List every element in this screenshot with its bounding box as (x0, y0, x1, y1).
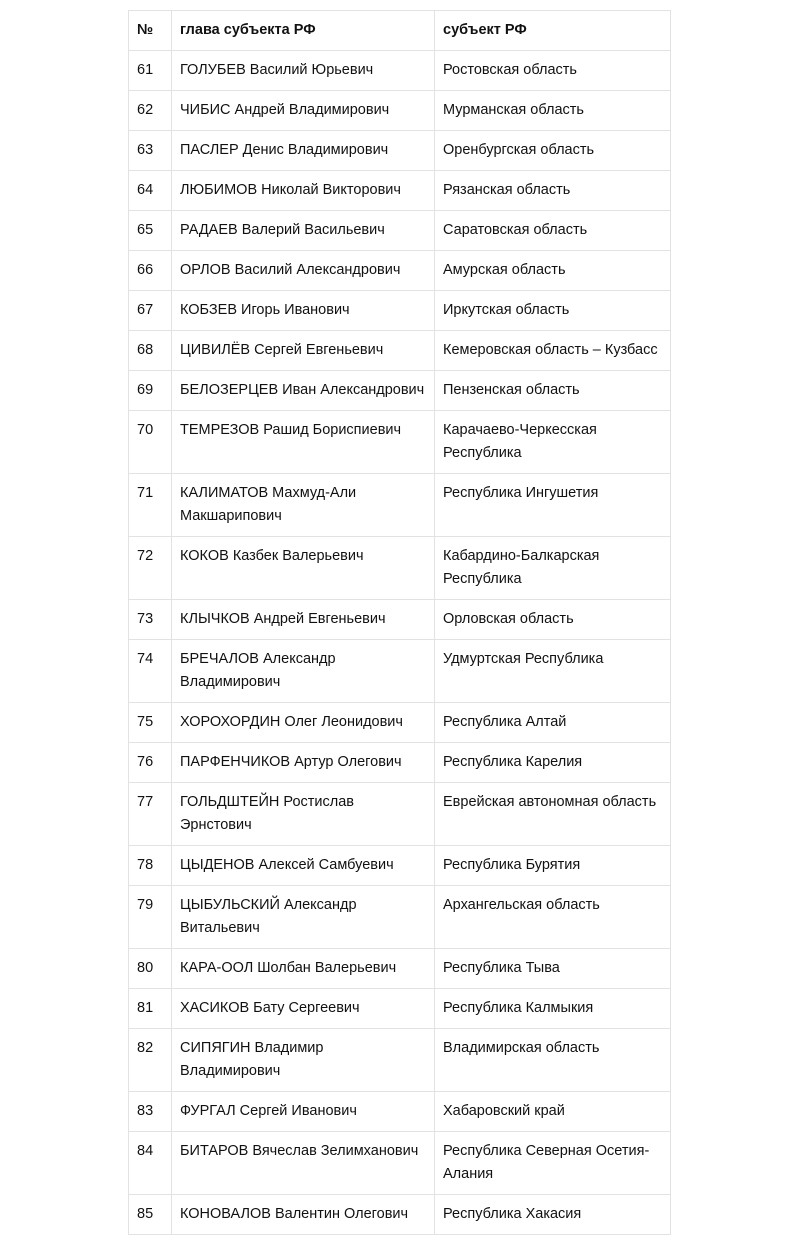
table-row (129, 171, 671, 211)
table-row (129, 211, 671, 251)
row-head-name-cell: БЕЛОЗЕРЦЕВ Иван Александрович (172, 371, 435, 411)
row-region-cell: Мурманская область (435, 91, 671, 131)
row-region-cell: Кабардино-Балкарская Республика (435, 537, 671, 600)
row-number-cell: 72 (129, 537, 172, 600)
table-row (129, 131, 671, 171)
row-region-cell: Хабаровский край (435, 1092, 671, 1132)
row-number-cell: 84 (129, 1132, 172, 1195)
row-region-cell: Пензенская область (435, 371, 671, 411)
table-row (129, 1029, 671, 1092)
row-number-cell: 80 (129, 949, 172, 989)
row-head-name-cell: КОНОВАЛОВ Валентин Олегович (172, 1195, 435, 1235)
row-head-name-cell: КЛЫЧКОВ Андрей Евгеньевич (172, 600, 435, 640)
table-row (129, 537, 671, 600)
row-region-cell: Кемеровская область – Кузбасс (435, 331, 671, 371)
table-header (129, 11, 671, 51)
row-head-name-cell: БИТАРОВ Вячеслав Зелимханович (172, 1132, 435, 1195)
table-row (129, 949, 671, 989)
row-region-cell: Владимирская область (435, 1029, 671, 1092)
row-head-name-cell: ХОРОХОРДИН Олег Леонидович (172, 703, 435, 743)
row-region-cell: Республика Хакасия (435, 1195, 671, 1235)
table-row (129, 371, 671, 411)
row-head-name-cell: ОРЛОВ Василий Александрович (172, 251, 435, 291)
table-row (129, 51, 671, 91)
row-head-name-cell: КОКОВ Казбек Валерьевич (172, 537, 435, 600)
row-region-cell: Архангельская область (435, 886, 671, 949)
row-head-name-cell: ХАСИКОВ Бату Сергеевич (172, 989, 435, 1029)
row-number-cell: 79 (129, 886, 172, 949)
row-number-cell: 85 (129, 1195, 172, 1235)
table-row (129, 703, 671, 743)
row-region-cell: Республика Бурятия (435, 846, 671, 886)
row-head-name-cell: КОБЗЕВ Игорь Иванович (172, 291, 435, 331)
row-region-cell: Еврейская автономная область (435, 783, 671, 846)
row-head-name-cell: ЦЫДЕНОВ Алексей Самбуевич (172, 846, 435, 886)
table-row (129, 743, 671, 783)
row-region-cell: Рязанская область (435, 171, 671, 211)
row-head-name-cell: ЦЫБУЛЬСКИЙ Александр Витальевич (172, 886, 435, 949)
row-head-name-cell: СИПЯГИН Владимир Владимирович (172, 1029, 435, 1092)
table-row (129, 846, 671, 886)
row-number-cell: 74 (129, 640, 172, 703)
table-row (129, 886, 671, 949)
table-row (129, 1132, 671, 1195)
row-number-cell: 78 (129, 846, 172, 886)
table-row (129, 291, 671, 331)
row-head-name-cell: РАДАЕВ Валерий Васильевич (172, 211, 435, 251)
row-number-cell: 61 (129, 51, 172, 91)
row-head-name-cell: ЦИВИЛЁВ Сергей Евгеньевич (172, 331, 435, 371)
table-row (129, 474, 671, 537)
table-row (129, 640, 671, 703)
row-region-cell: Ростовская область (435, 51, 671, 91)
row-head-name-cell: ГОЛЬДШТЕЙН Ростислав Эрнстович (172, 783, 435, 846)
row-number-cell: 76 (129, 743, 172, 783)
column-header-region: субъект РФ (435, 11, 671, 51)
row-head-name-cell: ТЕМРЕЗОВ Рашид Бориспиевич (172, 411, 435, 474)
row-number-cell: 82 (129, 1029, 172, 1092)
row-region-cell: Иркутская область (435, 291, 671, 331)
row-number-cell: 62 (129, 91, 172, 131)
row-region-cell: Орловская область (435, 600, 671, 640)
row-head-name-cell: ГОЛУБЕВ Василий Юрьевич (172, 51, 435, 91)
row-region-cell: Республика Алтай (435, 703, 671, 743)
row-head-name-cell: ПАСЛЕР Денис Владимирович (172, 131, 435, 171)
row-region-cell: Саратовская область (435, 211, 671, 251)
table-row (129, 1092, 671, 1132)
row-region-cell: Республика Тыва (435, 949, 671, 989)
row-number-cell: 66 (129, 251, 172, 291)
row-head-name-cell: ЛЮБИМОВ Николай Викторович (172, 171, 435, 211)
row-head-name-cell: КАРА-ООЛ Шолбан Валерьевич (172, 949, 435, 989)
row-region-cell: Амурская область (435, 251, 671, 291)
row-head-name-cell: КАЛИМАТОВ Махмуд-Али Макшарипович (172, 474, 435, 537)
row-region-cell: Республика Северная Осетия-Алания (435, 1132, 671, 1195)
row-region-cell: Республика Ингушетия (435, 474, 671, 537)
row-head-name-cell: ФУРГАЛ Сергей Иванович (172, 1092, 435, 1132)
row-region-cell: Карачаево-Черкесская Республика (435, 411, 671, 474)
row-number-cell: 70 (129, 411, 172, 474)
row-head-name-cell: ЧИБИС Андрей Владимирович (172, 91, 435, 131)
governors-table (128, 10, 671, 1235)
column-header-number: № (129, 11, 172, 51)
row-region-cell: Оренбургская область (435, 131, 671, 171)
row-head-name-cell: БРЕЧАЛОВ Александр Владимирович (172, 640, 435, 703)
row-region-cell: Удмуртская Республика (435, 640, 671, 703)
table-row (129, 251, 671, 291)
row-number-cell: 81 (129, 989, 172, 1029)
table-row (129, 989, 671, 1029)
row-number-cell: 63 (129, 131, 172, 171)
row-number-cell: 68 (129, 331, 172, 371)
table-header-row (129, 11, 671, 51)
row-number-cell: 71 (129, 474, 172, 537)
row-region-cell: Республика Калмыкия (435, 989, 671, 1029)
table-row (129, 411, 671, 474)
row-number-cell: 64 (129, 171, 172, 211)
row-number-cell: 67 (129, 291, 172, 331)
row-number-cell: 65 (129, 211, 172, 251)
table-row (129, 600, 671, 640)
row-number-cell: 77 (129, 783, 172, 846)
row-number-cell: 73 (129, 600, 172, 640)
table-row (129, 331, 671, 371)
column-header-head: глава субъекта РФ (172, 11, 435, 51)
row-head-name-cell: ПАРФЕНЧИКОВ Артур Олегович (172, 743, 435, 783)
row-number-cell: 83 (129, 1092, 172, 1132)
table-row (129, 91, 671, 131)
row-number-cell: 75 (129, 703, 172, 743)
governors-table-container (128, 10, 670, 1235)
table-body (129, 51, 671, 1235)
row-region-cell: Республика Карелия (435, 743, 671, 783)
table-row (129, 1195, 671, 1235)
row-number-cell: 69 (129, 371, 172, 411)
table-row (129, 783, 671, 846)
